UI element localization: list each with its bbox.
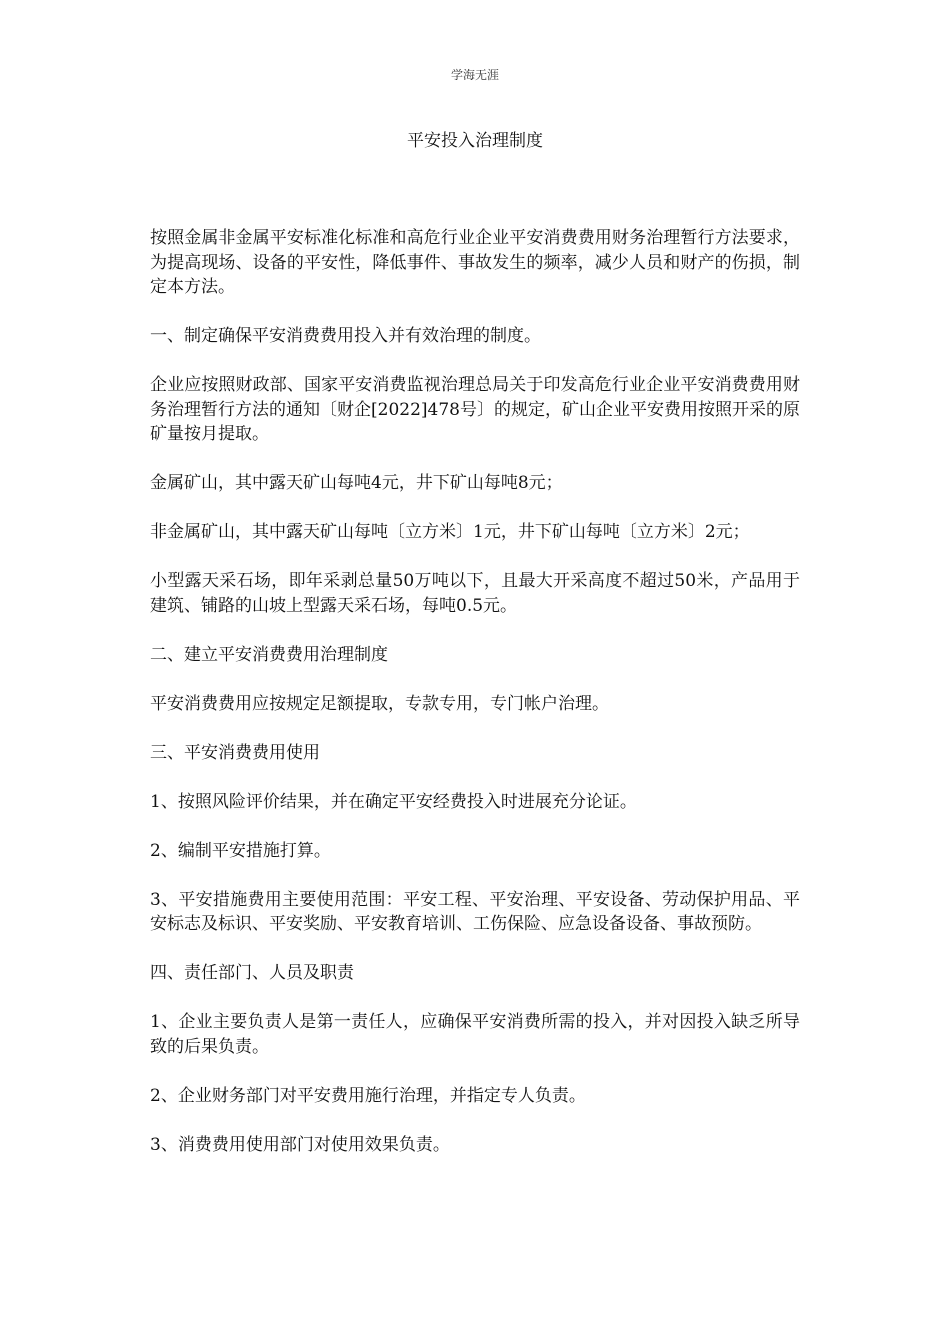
list-item: 3、消费费用使用部门对使用效果负责。 (150, 1134, 450, 1155)
list-item: 1、企业主要负责人是第一责任人，应确保平安消费所需的投入，并对因投入缺乏所导致的后果负责。 (150, 1012, 800, 1057)
intro-paragraph: 按照金属非金属平安标准化标准和高危行业企业平安消费费用财务治理暂行方法要求，为提高现场、设备的平安性，降低事件、事故发生的频率，减少人员和财产的伤损，制定本方法。 (150, 228, 800, 297)
list-item: 1、按照风险评价结果，并在确定平安经费投入时进展充分论证。 (150, 791, 637, 812)
page-header: 学海无涯 (450, 68, 499, 82)
list-item: 3、平安措施费用主要使用范围：平安工程、平安治理、平安设备、劳动保护用品、平安标志及标识、平安奖励、平安教育培训、工伤保险、应急设备设备、事故预防。 (150, 889, 800, 934)
section-heading-1: 一、制定确保平安消费费用投入并有效治理的制度。 (150, 326, 541, 346)
paragraph: 平安消费费用应按规定足额提取，专款专用，专门帐户治理。 (150, 693, 609, 714)
paragraph: 小型露天采石场，即年采剥总量50万吨以下，且最大开采高度不超过50米，产品用于建筑、铺路的山坡上型露天采石场，每吨0.5元。 (150, 571, 800, 616)
list-item: 2、编制平安措施打算。 (150, 840, 331, 861)
list-item: 2、企业财务部门对平安费用施行治理，并指定专人负责。 (150, 1085, 586, 1106)
document-body (150, 226, 800, 1182)
paragraph: 非金属矿山，其中露天矿山每吨〔立方米〕1元，井下矿山每吨〔立方米〕2元； (150, 522, 750, 542)
paragraph: 企业应按照财政部、国家平安消费监视治理总局关于印发高危行业企业平安消费费用财务治理暂行方法的通知〔财企[2022]478号〕的规定，矿山企业平安费用按照开采的原矿量按月提取。 (150, 375, 800, 444)
section-heading-4: 四、责任部门、人员及职责 (150, 963, 354, 983)
section-heading-3: 三、平安消费费用使用 (150, 742, 320, 763)
section-heading-2: 二、建立平安消费费用治理制度 (150, 644, 388, 665)
paragraph: 金属矿山，其中露天矿山每吨4元，井下矿山每吨8元； (150, 473, 563, 493)
document-title: 平安投入治理制度 (407, 131, 543, 151)
